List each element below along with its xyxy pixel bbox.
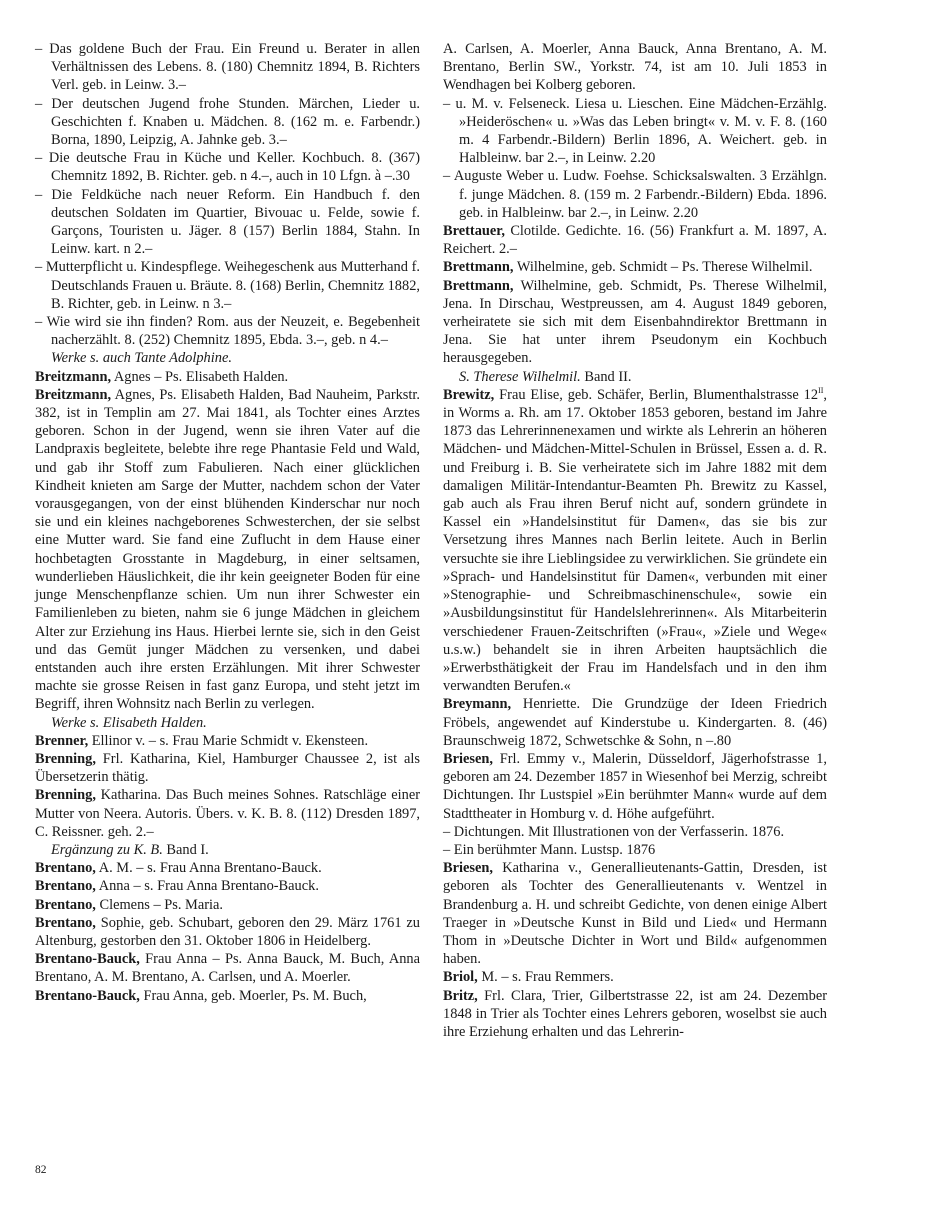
work-entry: – Die Feldküche nach neuer Reform. Ein Handbuch f. den deutschen Soldaten im Quartier, Bivouac u. Felde, sowie f. Garçons, Touristen u. Jäger. 8 (157) Berlin 1884, Stahn. In Leinw. kart. n 2.– [35,186,420,258]
biography-entry [443,277,827,368]
biography-entry [443,859,827,968]
biography-entry [443,258,827,276]
entry-headword: Brentano-Bauck, [35,951,140,968]
biography-entry [35,896,420,914]
entry-headword: Breitzmann, [35,386,112,403]
entry-headword: Breymann, [443,696,512,713]
left-column [35,40,420,1005]
reference-volume: Band I. [162,841,209,858]
biography-entry [35,750,420,786]
entry-headword: Brettmann, [443,259,514,276]
entry-headword: Briesen, [443,750,493,767]
superscript: II [818,386,824,396]
entry-text: Katharina v., Generallieutenants-Gattin, Dresden, ist geboren als Tochter des Generallieutenants v. Wentzel in Brandenburg a. H. und schreibt Gedichte, von denen einige Albert Traeger in »Deutsche Kunst in Bild und Lied« und Hermann Thom in »Deutsche Dichter in Wort und Bild« aufgenommen haben. [443,860,827,968]
entry-text: Henriette. Die Grundzüge der Ideen Friedrich Fröbels, angewendet auf Kinderstube u. Kindergarten. 8. (46) Braunschweig 1872, Schwetschke & Sohn, n –.80 [443,696,827,749]
entry-text: Frau Elise, geb. Schäfer, Berlin, Blumenthalstrasse 12 [494,386,819,403]
entry-text: Sophie, geb. Schubart, geboren den 29. März 1761 zu Altenburg, gestorben den 31. Oktober 1806 in Heidelberg. [35,914,420,949]
entry-text: A. M. – s. Frau Anna Brentano-Bauck. [95,860,322,877]
entry-headword: Brenning, [35,750,96,767]
biography-entry [443,695,827,750]
reference-italic: Ergänzung zu K. B. [51,841,163,858]
entry-headword: Brettauer, [443,223,505,240]
entry-text: Frl. Clara, Trier, Gilbertstrasse 22, ist am 24. Dezember 1848 in Trier als Tochter eines Lehrers geboren, woselbst sie auch ihre Erziehung erhalten und das Lehrerin- [443,987,827,1040]
right-column [443,40,827,1041]
work-entry: – Ein berühmter Mann. Lustsp. 1876 [443,841,656,858]
entry-text: Clotilde. Gedichte. 16. (56) Frankfurt a. M. 1897, A. Reichert. 2.– [443,223,827,258]
reference-italic: S. Therese Wilhelmil. [459,368,581,385]
cross-reference: Werke s. auch Tante Adolphine. [51,350,232,367]
entry-text: Agnes – Ps. Elisabeth Halden. [111,368,289,385]
biography-entry [35,987,420,1005]
biography-entry [35,950,420,986]
page-number: 82 [35,1164,47,1176]
entry-headword: Brenning, [35,787,96,804]
biography-entry [35,786,420,841]
cross-reference [443,368,827,386]
cross-reference: Werke s. Elisabeth Halden. [51,714,207,731]
entry-headword: Brentano, [35,896,96,913]
work-entry: – Der deutschen Jugend frohe Stunden. Märchen, Lieder u. Geschichten f. Knaben u. Mädchen. 8. (162 m. e. Farbendr.) Borna, 1890, Leipzig, A. Jahnke geb. 3.– [35,95,420,149]
biography-entry [35,386,420,714]
entry-headword: Brentano, [35,860,96,877]
entry-text: Frau Anna, geb. Moerler, Ps. M. Buch, [139,987,367,1004]
entry-continuation: A. Carlsen, A. Moerler, Anna Bauck, Anna Brentano, A. M. Brentano, Berlin SW., Yorkstr. 74, ist am 10. Juli 1853 in Wendhagen bei Kolberg geboren. [443,41,827,94]
work-entry: – Das goldene Buch der Frau. Ein Freund u. Berater in allen Verhältnissen des Lebens. 8. (180) Chemnitz 1894, B. Richters Verl. geb. in Leinw. 3.– [35,41,420,94]
entry-headword: Brettmann, [443,277,514,294]
entry-text: M. – s. Frau Remmers. [477,969,614,986]
reference-volume: Band II. [580,368,632,385]
entry-text: Anna – s. Frau Anna Brentano-Bauck. [95,878,319,895]
work-entry: – Die deutsche Frau in Küche und Keller. Kochbuch. 8. (367) Chemnitz 1892, B. Richter. geb. n 4.–, auch in 10 Lfgn. à –.30 [35,150,420,185]
entry-text: , in Worms a. Rh. am 17. Oktober 1853 geboren, bestand im Jahre 1873 das Lehrerinnenexamen und wirkte als Lehrerin an höheren Mädchen- und Mädchen-Mittel-Schulen in Brüssel, Essen a. d. R. und Freiburg i. B. Sie verheiratete sich im Jahre 1882 mit dem damaligen Militär-Intendantur-Beamten Ph. Brewitz zu Kassel, gab auch als Frau ihren Beruf nicht auf, sondern gründete in Kassel ein »Handelsinstitut für Damen«, das sie bis zur Versetzung ihres Mannes nach Berlin leitete. Auch in Berlin versuchte sie ihre Lieblingsidee zu verwirklichen. Sie gründete ein »Sprach- und Handelsinstitut für Damen«, verbunden mit einer »Stenographie- und Schreibmaschinenschule«, sowie ein »Ausbildungsinstitut für Handelslehrerinnen«. Als Mitarbeiterin verschiedener Frauen-Zeitschriften (»Frau«, »Ziele und Wege« u.s.w.) behandelt sie in ihren Arbeiten hauptsächlich die »Erwerbsthätigkeit der Frau im Handelsfach und in den ihm verwandten Berufen.« [443,386,828,695]
entry-text: Frau Anna – Ps. Anna Bauck, M. Buch, Anna Brentano, A. M. Brentano, A. Carlsen, und A. Moerler. [35,951,420,986]
entry-headword: Brewitz, [443,386,495,403]
biography-entry [443,750,827,823]
biography-entry [443,222,827,258]
biography-entry [35,914,420,950]
biography-entry [35,368,420,386]
entry-text: Clemens – Ps. Maria. [95,896,224,913]
entry-text: Agnes, Ps. Elisabeth Halden, Bad Nauheim, Parkstr. 382, ist in Templin am 27. Mai 1841, als Tochter eines Arztes geboren. Schon in der Jugend, wenn sie ihren Vater auf die Landpraxis begleitete, belebte ihre rege Phantasie Feld und Wald, und gab ihr Stoff zum Fabulieren. Nach einer glücklichen Kindheit knieten am Sarge der Mutter, nachdem schon der Vater vorausgegangen, von der einst blühenden Kinderschar nur noch sie und ein kleines nachgeborenes Schwesterchen, der sie selbst eine Mutter ward. Sie fand eine Zuflucht in dem Hause einer hochbetagten Grosstante in Magdeburg, in einer seltsamen, wunderlieben Häuslichkeit, die ihr kein geeigneter Boden für eine junge Menschenpflanze schien. Um nun ihrer Schwester ein Familienleben zu bieten, nahm sie 6 junge Mädchen in gleichem Alter zur Erziehung ins Haus. Hierbei lernte sie, sich in den Geist und das Gemüt junger Mädchen zu versenken, und dabei entstanden auch ihre ersten Erzählungen. Mit ihrer Schwester machte sie grosse Reisen in fast ganz Europa, und steht jetzt im Begriff, ihren Wohnsitz nach Berlin zu verlegen. [35,386,420,713]
entry-text: Frl. Katharina, Kiel, Hamburger Chaussee 2, ist als Übersetzerin thätig. [35,750,420,786]
biography-entry [443,968,827,986]
entry-text: Wilhelmine, geb. Schmidt, Ps. Therese Wilhelmil, Jena. In Dirschau, Westpreussen, am 4. August 1849 geboren, verheiratete sie sich mit dem Eisenbahndirektor Brettmann in Jena. Sie hat unter ihrem Pseudonym ein Kochbuch herausgegeben. [443,277,827,367]
biography-entry [443,386,827,695]
entry-headword: Brenner, [35,732,89,749]
biography-entry [443,987,827,1042]
entry-text: Ellinor v. – s. Frau Marie Schmidt v. Ekensteen. [88,732,369,749]
entry-headword: Breitzmann, [35,368,112,385]
entry-headword: Briol, [443,969,478,986]
entry-headword: Briesen, [443,860,493,877]
biography-entry [35,859,420,877]
entry-text: Katharina. Das Buch meines Sohnes. Ratschläge einer Mutter von Neera. Autoris. Übers. v. K. B. 8. (112) Dresden 1897, C. Reissner. geh. 2.– [35,787,420,840]
work-entry: – u. M. v. Felseneck. Liesa u. Lieschen. Eine Mädchen-Erzählg. »Heideröschen« u. »Was das Leben bringt« v. M. v. F. 8. (160 m. 4 Farbendr.-Bildern) Berlin 1896, A. Weichert. geb. in Halbleinw. bar 2.–, in Leinw. 2.20 [443,95,827,167]
work-entry: – Wie wird sie ihn finden? Rom. aus der Neuzeit, e. Begebenheit nacherzählt. 8. (252) Chemnitz 1895, Ebda. 3.–, geb. n 4.– [35,314,420,349]
cross-reference [35,841,420,859]
entry-text: Frl. Emmy v., Malerin, Düsseldorf, Jägerhofstrasse 1, geboren am 24. Dezember 1857 in Wiesenhof bei Merzig, schreibt Dichtungen. Ihr Lustspiel »Ein berühmter Mann« wurde auf dem Stadttheater in Homburg v. d. Höhe aufgeführt. [443,750,827,822]
biography-entry [35,732,420,750]
work-entry: – Mutterpflicht u. Kindespflege. Weihegeschenk aus Mutterhand f. Deutschlands Frauen u. Bräute. 8. (168) Berlin, Chemnitz 1882, B. Richter, geb. in Leinw. n 3.– [35,259,420,312]
work-entry: – Dichtungen. Mit Illustrationen von der Verfasserin. 1876. [443,823,785,840]
entry-text: Wilhelmine, geb. Schmidt – Ps. Therese Wilhelmil. [513,259,813,276]
work-entry: – Auguste Weber u. Ludw. Foehse. Schicksalswalten. 3 Erzählgn. f. junge Mädchen. 8. (159 m. 2 Farbendr.-Bildern) Ebda. 1896. geb. in Halbleinw. bar 2.–, in Leinw. 2.20 [443,168,827,221]
entry-headword: Brentano-Bauck, [35,987,140,1004]
entry-headword: Brentano, [35,878,96,895]
entry-headword: Brentano, [35,914,96,931]
entry-headword: Britz, [443,987,478,1004]
biography-entry [35,877,420,895]
